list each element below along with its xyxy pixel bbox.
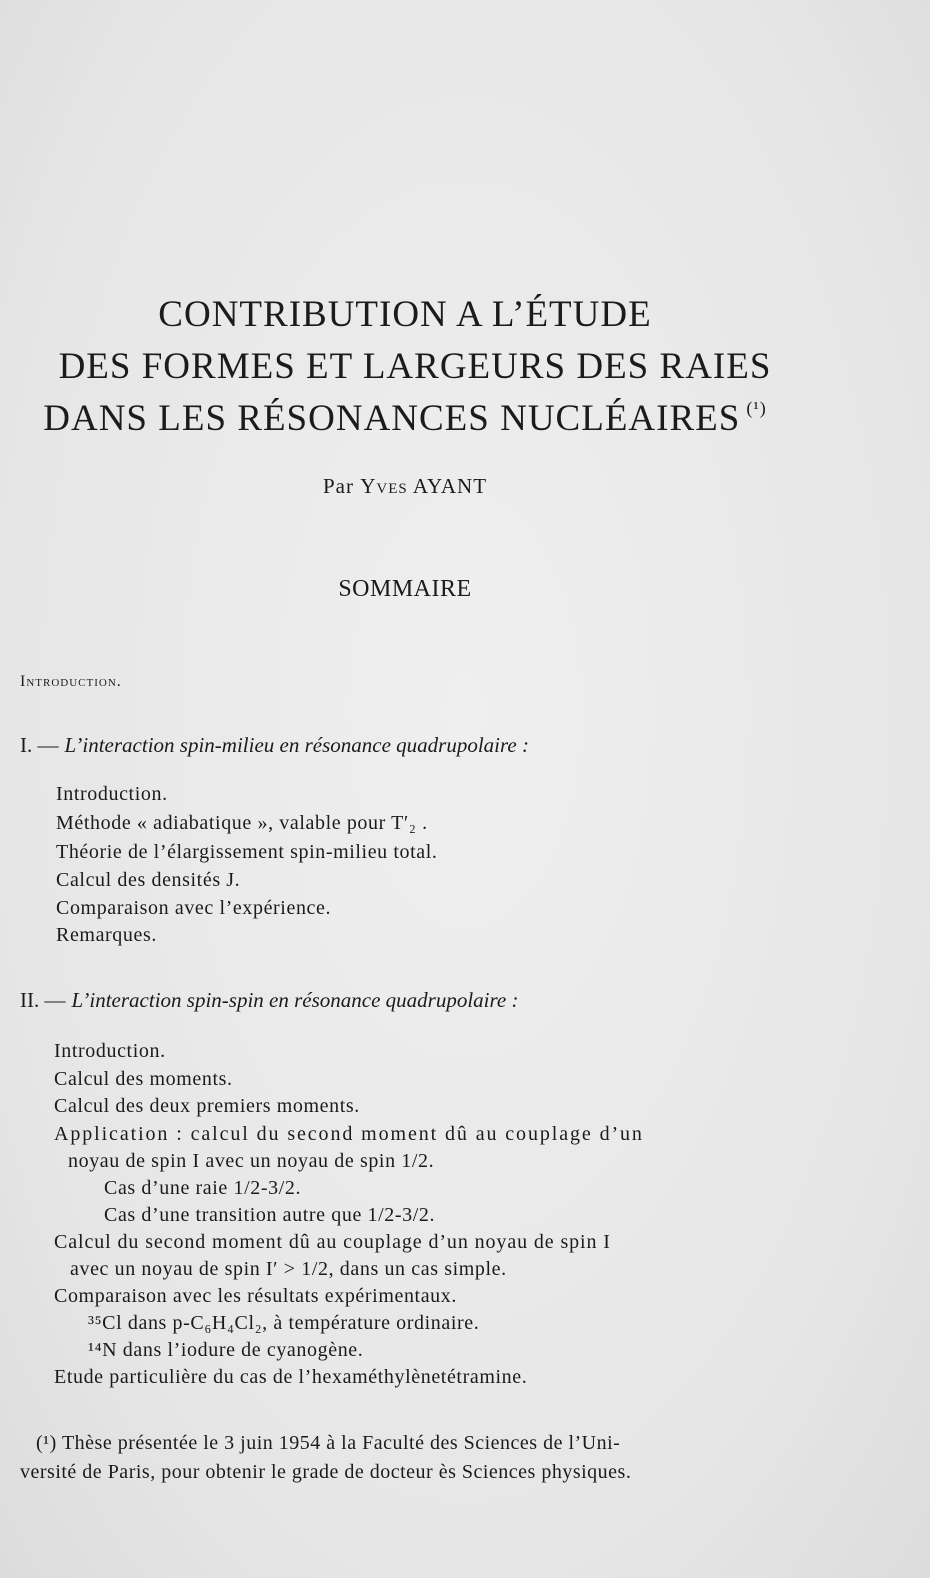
section-2-item: ¹⁴N dans l’iodure de cyanogène. (88, 1339, 364, 1361)
title-line-3 (0, 399, 810, 437)
section-2-item: noyau de spin I avec un noyau de spin 1/2. (68, 1150, 435, 1172)
title-line-1: CONTRIBUTION A L’ÉTUDE (158, 294, 652, 335)
introduction-heading: Introduction. (20, 673, 122, 690)
section-1-heading (20, 733, 529, 758)
section-2-item: Comparaison avec les résultats expérimentaux. (54, 1285, 457, 1307)
section-1-item: Comparaison avec l’expérience. (56, 897, 332, 919)
author-last-name: AYANT (412, 474, 488, 498)
section-2-item: ³⁵Cl dans p-C₆H₄Cl₂, à température ordinaire. (88, 1312, 480, 1334)
title-line-2: DES FORMES ET LARGEURS DES RAIES (58, 346, 772, 387)
section-2-item: Application : calcul du second moment dû au couplage d’un (54, 1123, 644, 1145)
author-prefix: Par (322, 474, 354, 498)
section-2-item: Cas d’une transition autre que 1/2-3/2. (104, 1204, 436, 1226)
section-2-item: Introduction. (54, 1040, 166, 1062)
section-1-item: Théorie de l’élargissement spin-milieu total. (56, 841, 438, 863)
section-2-item: avec un noyau de spin I′ > 1/2, dans un cas simple. (70, 1258, 507, 1280)
section-1-item: Introduction. (56, 783, 168, 805)
author-line (0, 474, 810, 499)
section-2-item: Calcul des moments. (54, 1068, 233, 1090)
author-first-name: Yves (360, 474, 408, 498)
section-2-item: Etude particulière du cas de l’hexaméthylènetétramine. (54, 1366, 528, 1388)
section-1-item: Remarques. (56, 924, 157, 946)
footnote-reference: (¹) (746, 398, 767, 418)
section-2-title: L’interaction spin-spin en résonance quadrupolaire : (71, 988, 519, 1012)
section-2-number: II. — (20, 988, 66, 1012)
sommaire-heading: SOMMAIRE (338, 576, 472, 602)
section-1-item: Calcul des densités J. (56, 869, 241, 891)
section-1-number: I. — (20, 733, 59, 757)
footnote-line-1: (¹) Thèse présentée le 3 juin 1954 à la Faculté des Sciences de l’Uni- (36, 1432, 621, 1454)
section-2-item: Calcul du second moment dû au couplage d’un noyau de spin I (54, 1231, 611, 1253)
section-2-item: Calcul des deux premiers moments. (54, 1095, 360, 1117)
section-1-title: L’interaction spin-milieu en résonance quadrupolaire : (64, 733, 529, 757)
section-2-heading (20, 988, 518, 1013)
footnote-line-2: versité de Paris, pour obtenir le grade de docteur ès Sciences physiques. (20, 1461, 632, 1483)
section-2-item: Cas d’une raie 1/2-3/2. (104, 1177, 302, 1199)
title-line-3-text: DANS LES RÉSONANCES NUCLÉAIRES (43, 398, 741, 439)
section-1-item: Méthode « adiabatique », valable pour T′₂ . (56, 812, 428, 834)
